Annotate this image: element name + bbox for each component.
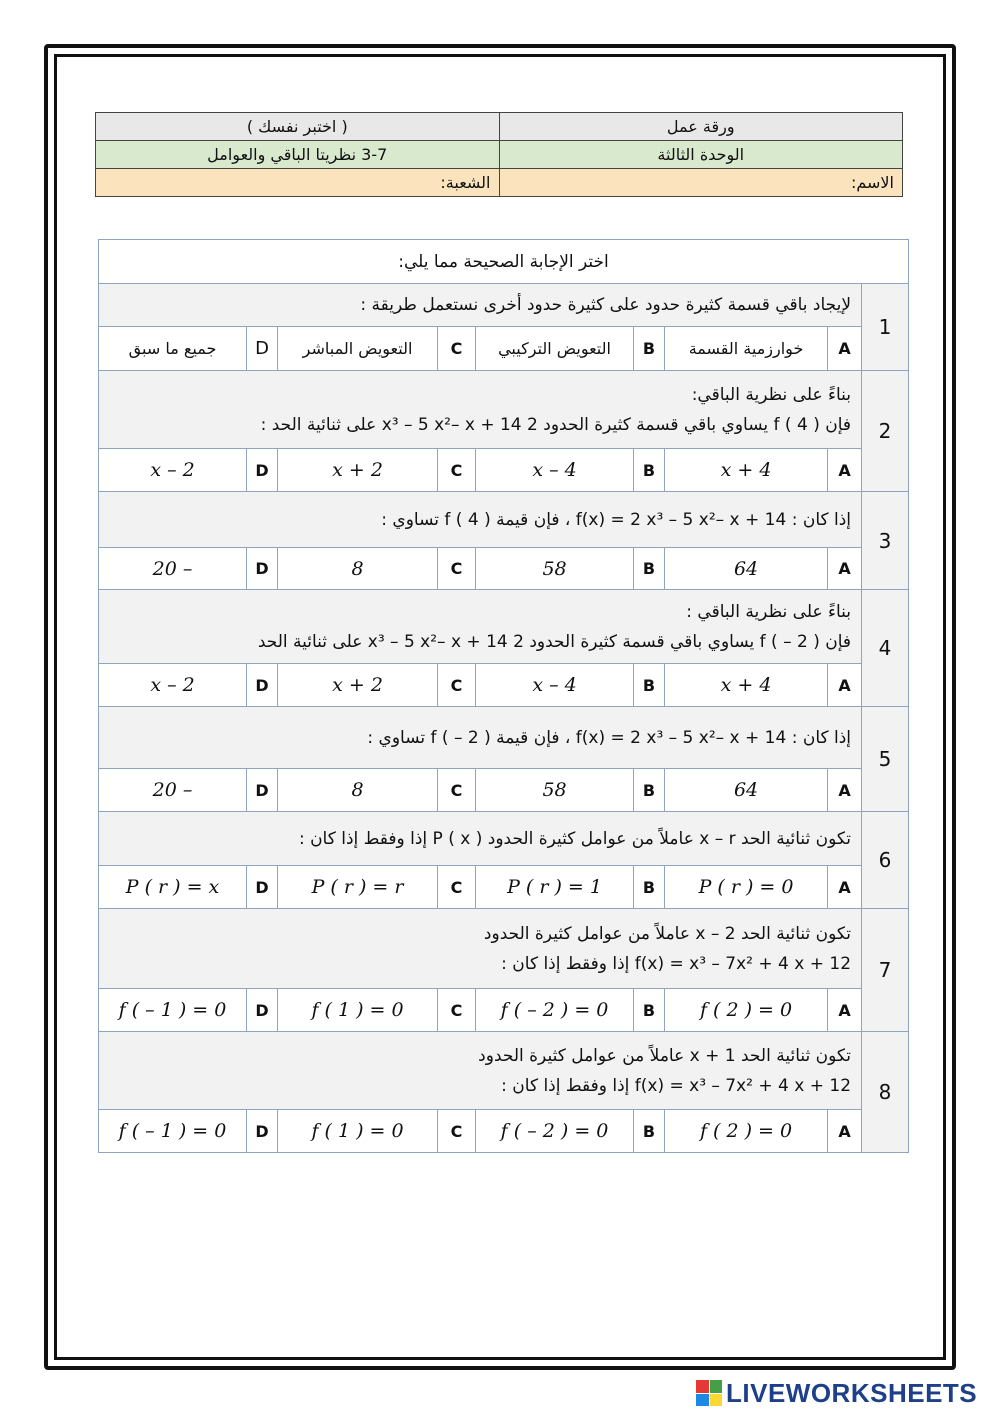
question-line: بناءً على نظرية الباقي : — [686, 601, 852, 622]
option-c[interactable]: f ( 1 ) = 0 — [278, 1110, 438, 1153]
option-letter: B — [634, 327, 665, 371]
option-letter: C — [438, 866, 476, 909]
option-d[interactable]: x – 2 — [99, 449, 247, 492]
option-d[interactable]: – 20 — [99, 548, 247, 590]
question-text — [99, 371, 862, 449]
worksheet-label: ورقة عمل — [499, 113, 903, 141]
liveworksheets-icon — [696, 1380, 722, 1406]
logo-square — [696, 1380, 709, 1393]
option-c[interactable]: f ( 1 ) = 0 — [278, 989, 438, 1032]
question-line: بناءً على نظرية الباقي: — [691, 384, 852, 405]
logo-square — [710, 1380, 723, 1393]
instruction: اختر الإجابة الصحيحة مما يلي: — [99, 240, 909, 284]
option-letter: C — [438, 1110, 476, 1153]
option-letter: B — [634, 664, 665, 707]
question-number: 3 — [862, 492, 909, 590]
option-letter: A — [828, 769, 862, 812]
question-text — [99, 909, 862, 989]
logo-square — [710, 1394, 723, 1407]
option-letter: B — [634, 989, 665, 1032]
option-letter: B — [634, 449, 665, 492]
question-number: 2 — [862, 371, 909, 492]
option-letter: D — [247, 989, 278, 1032]
question-text — [99, 1032, 862, 1110]
option-a[interactable]: P ( r ) = 0 — [665, 866, 828, 909]
option-c[interactable]: 8 — [278, 769, 438, 812]
option-b[interactable]: x – 4 — [476, 664, 634, 707]
option-letter: C — [438, 449, 476, 492]
question-text — [99, 590, 862, 664]
option-b[interactable]: 58 — [476, 769, 634, 812]
question-line: f(x) = x³ – 7x² + 4 x + 12 إذا وفقط إذا كان : — [501, 953, 852, 974]
option-letter: C — [438, 769, 476, 812]
option-letter: A — [828, 989, 862, 1032]
option-a[interactable]: f ( 2 ) = 0 — [665, 989, 828, 1032]
section-field[interactable]: الشعبة: — [96, 169, 500, 197]
option-letter: D — [247, 327, 278, 371]
option-a[interactable]: 64 — [665, 769, 828, 812]
option-letter: B — [634, 548, 665, 590]
option-a[interactable]: خوارزمية القسمة — [665, 327, 828, 371]
question-number: 5 — [862, 707, 909, 812]
option-letter: D — [247, 548, 278, 590]
option-letter: B — [634, 1110, 665, 1153]
question-number: 4 — [862, 590, 909, 707]
question-text: لإيجاد باقي قسمة كثيرة حدود على كثيرة حدود أخرى نستعمل طريقة : — [99, 284, 862, 327]
name-field[interactable]: الاسم: — [499, 169, 903, 197]
option-b[interactable]: x – 4 — [476, 449, 634, 492]
option-a[interactable]: x + 4 — [665, 664, 828, 707]
option-letter: D — [247, 1110, 278, 1153]
question-line: تكون ثنائية الحد x + 1 عاملاً من عوامل كثيرة الحدود — [478, 1045, 852, 1066]
question-number: 6 — [862, 812, 909, 909]
option-letter: D — [247, 866, 278, 909]
option-letter: A — [828, 1110, 862, 1153]
option-a[interactable]: 64 — [665, 548, 828, 590]
option-c[interactable]: x + 2 — [278, 664, 438, 707]
question-text: تكون ثنائية الحد x – r عاملاً من عوامل كثيرة الحدود P ( x ) إذا وفقط إذا كان : — [99, 812, 862, 866]
option-letter: A — [828, 327, 862, 371]
option-letter: A — [828, 664, 862, 707]
option-letter: A — [828, 548, 862, 590]
option-d[interactable]: جميع ما سبق — [99, 327, 247, 371]
lesson-title: 3-7 نظريتا الباقي والعوامل — [96, 141, 500, 169]
option-letter: C — [438, 548, 476, 590]
question-text: إذا كان : f(x) = 2 x³ – 5 x²– x + 14 ، فإن قيمة f ( 4 ) تساوي : — [99, 492, 862, 548]
option-b[interactable]: P ( r ) = 1 — [476, 866, 634, 909]
option-letter: A — [828, 866, 862, 909]
option-d[interactable]: f ( – 1 ) = 0 — [99, 1110, 247, 1153]
question-line: فإن f ( – 2 ) يساوي باقي قسمة كثيرة الحدود 2 x³ – 5 x²– x + 14 على ثنائية الحد — [257, 631, 852, 652]
option-letter: D — [247, 449, 278, 492]
brand-text: LIVEWORKSHEETS — [726, 1377, 978, 1408]
option-letter: C — [438, 664, 476, 707]
option-letter: A — [828, 449, 862, 492]
option-a[interactable]: x + 4 — [665, 449, 828, 492]
option-letter: C — [438, 989, 476, 1032]
unit-label: الوحدة الثالثة — [499, 141, 903, 169]
option-a[interactable]: f ( 2 ) = 0 — [665, 1110, 828, 1153]
question-line: تكون ثنائية الحد x – 2 عاملاً من عوامل كثيرة الحدود — [483, 923, 852, 944]
option-d[interactable]: f ( – 1 ) = 0 — [99, 989, 247, 1032]
option-b[interactable]: f ( – 2 ) = 0 — [476, 1110, 634, 1153]
question-number: 1 — [862, 284, 909, 371]
option-c[interactable]: التعويض المباشر — [278, 327, 438, 371]
question-number: 8 — [862, 1032, 909, 1153]
option-letter: C — [438, 327, 476, 371]
test-yourself-label: ( اختبر نفسك ) — [96, 113, 500, 141]
option-c[interactable]: 8 — [278, 548, 438, 590]
logo-square — [696, 1394, 709, 1407]
option-c[interactable]: x + 2 — [278, 449, 438, 492]
option-b[interactable]: f ( – 2 ) = 0 — [476, 989, 634, 1032]
worksheet-header — [95, 112, 903, 197]
option-letter: B — [634, 866, 665, 909]
question-line: f(x) = x³ – 7x² + 4 x + 12 إذا وفقط إذا كان : — [501, 1075, 852, 1096]
question-number: 7 — [862, 909, 909, 1032]
option-b[interactable]: التعويض التركيبي — [476, 327, 634, 371]
question-text: إذا كان : f(x) = 2 x³ – 5 x²– x + 14 ، فإن قيمة f ( – 2 ) تساوي : — [99, 707, 862, 769]
option-d[interactable]: x – 2 — [99, 664, 247, 707]
option-b[interactable]: 58 — [476, 548, 634, 590]
liveworksheets-logo — [696, 1378, 977, 1408]
option-letter: D — [247, 769, 278, 812]
questions-table — [98, 239, 909, 1153]
option-c[interactable]: P ( r ) = r — [278, 866, 438, 909]
option-d[interactable]: – 20 — [99, 769, 247, 812]
option-d[interactable]: P ( r ) = x — [99, 866, 247, 909]
option-letter: B — [634, 769, 665, 812]
question-line: فإن f ( 4 ) يساوي باقي قسمة كثيرة الحدود 2 x³ – 5 x²– x + 14 على ثنائية الحد : — [260, 414, 852, 435]
option-letter: D — [247, 664, 278, 707]
